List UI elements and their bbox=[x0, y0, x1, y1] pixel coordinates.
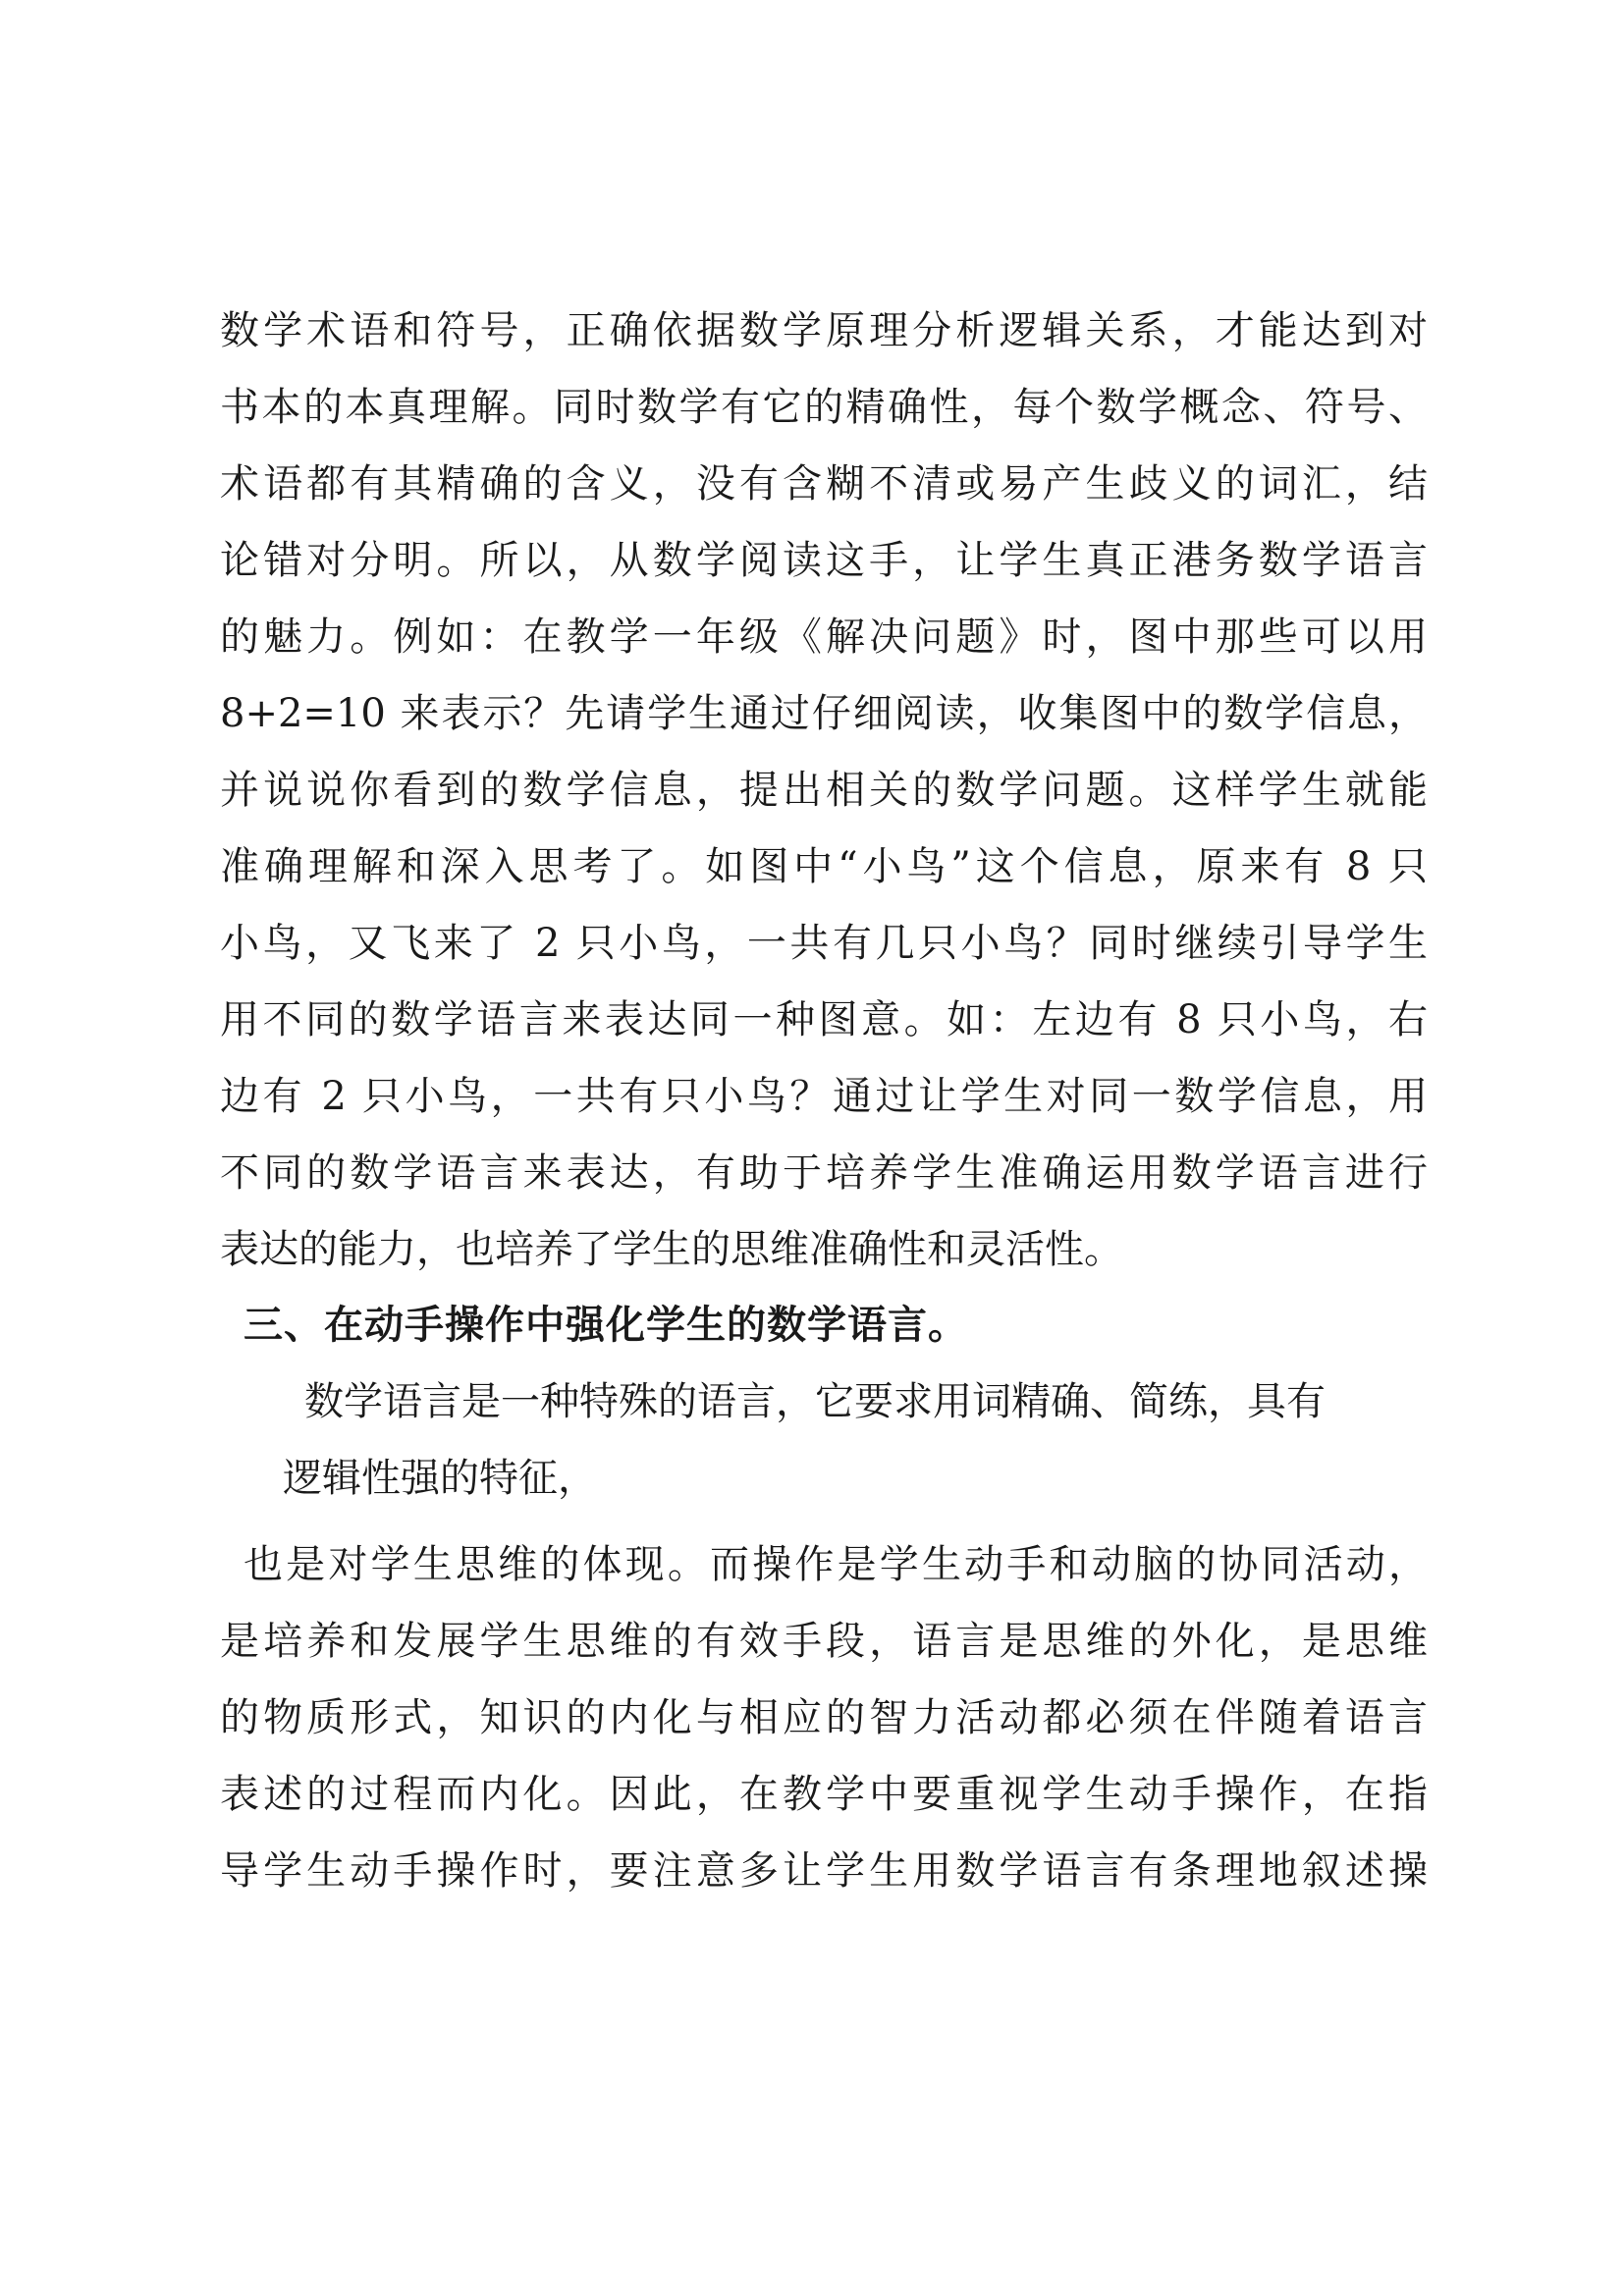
paragraph-line: 并说说你看到的数学信息，提出相关的数学问题。这样学生就能 bbox=[220, 768, 1428, 813]
section-heading: 三、在动手操作中强化学生的数学语言。 bbox=[244, 1303, 968, 1348]
paragraph-line: 数学语言是一种特殊的语言，它要求用词精确、简练，具有 bbox=[304, 1379, 1326, 1424]
paragraph-line: 是培养和发展学生思维的有效手段，语言是思维的外化，是思维 bbox=[220, 1619, 1428, 1664]
paragraph-line: 表述的过程而内化。因此，在教学中要重视学生动手操作，在指 bbox=[220, 1772, 1428, 1817]
paragraph-line: 用不同的数学语言来表达同一种图意。如：左边有 8 只小鸟，右 bbox=[220, 997, 1428, 1042]
paragraph-line: 的物质形式，知识的内化与相应的智力活动都必须在伴随着语言 bbox=[220, 1695, 1428, 1740]
paragraph-line: 书本的本真理解。同时数学有它的精确性，每个数学概念、符号、 bbox=[220, 385, 1428, 430]
paragraph-line: 也是对学生思维的体现。而操作是学生动手和动脑的协同活动， bbox=[244, 1542, 1428, 1587]
paragraph-line: 的魅力。例如：在教学一年级《解决问题》时，图中那些可以用 bbox=[220, 614, 1428, 660]
paragraph-line: 不同的数学语言来表达，有助于培养学生准确运用数学语言进行 bbox=[220, 1150, 1428, 1196]
paragraph-line: 小鸟，又飞来了 2 只小鸟，一共有几只小鸟？同时继续引导学生 bbox=[220, 921, 1428, 966]
paragraph-line: 准确理解和深入思考了。如图中“小鸟”这个信息，原来有 8 只 bbox=[220, 844, 1428, 889]
paragraph-line: 数学术语和符号，正确依据数学原理分析逻辑关系，才能达到对 bbox=[220, 308, 1428, 353]
paragraph-line: 表达的能力，也培养了学生的思维准确性和灵活性。 bbox=[220, 1227, 1123, 1272]
paragraph-line: 论错对分明。所以，从数学阅读这手，让学生真正港务数学语言 bbox=[220, 538, 1428, 583]
paragraph-line: 术语都有其精确的含义，没有含糊不清或易产生歧义的词汇，结 bbox=[220, 461, 1428, 507]
paragraph-line: 导学生动手操作时，要注意多让学生用数学语言有条理地叙述操 bbox=[220, 1848, 1428, 1894]
paragraph-line: 8+2=10 来表示？先请学生通过仔细阅读，收集图中的数学信息， bbox=[220, 691, 1428, 736]
paragraph-line: 边有 2 只小鸟，一共有只小鸟？通过让学生对同一数学信息，用 bbox=[220, 1074, 1428, 1119]
paragraph-line: 逻辑性强的特征， bbox=[283, 1456, 597, 1501]
